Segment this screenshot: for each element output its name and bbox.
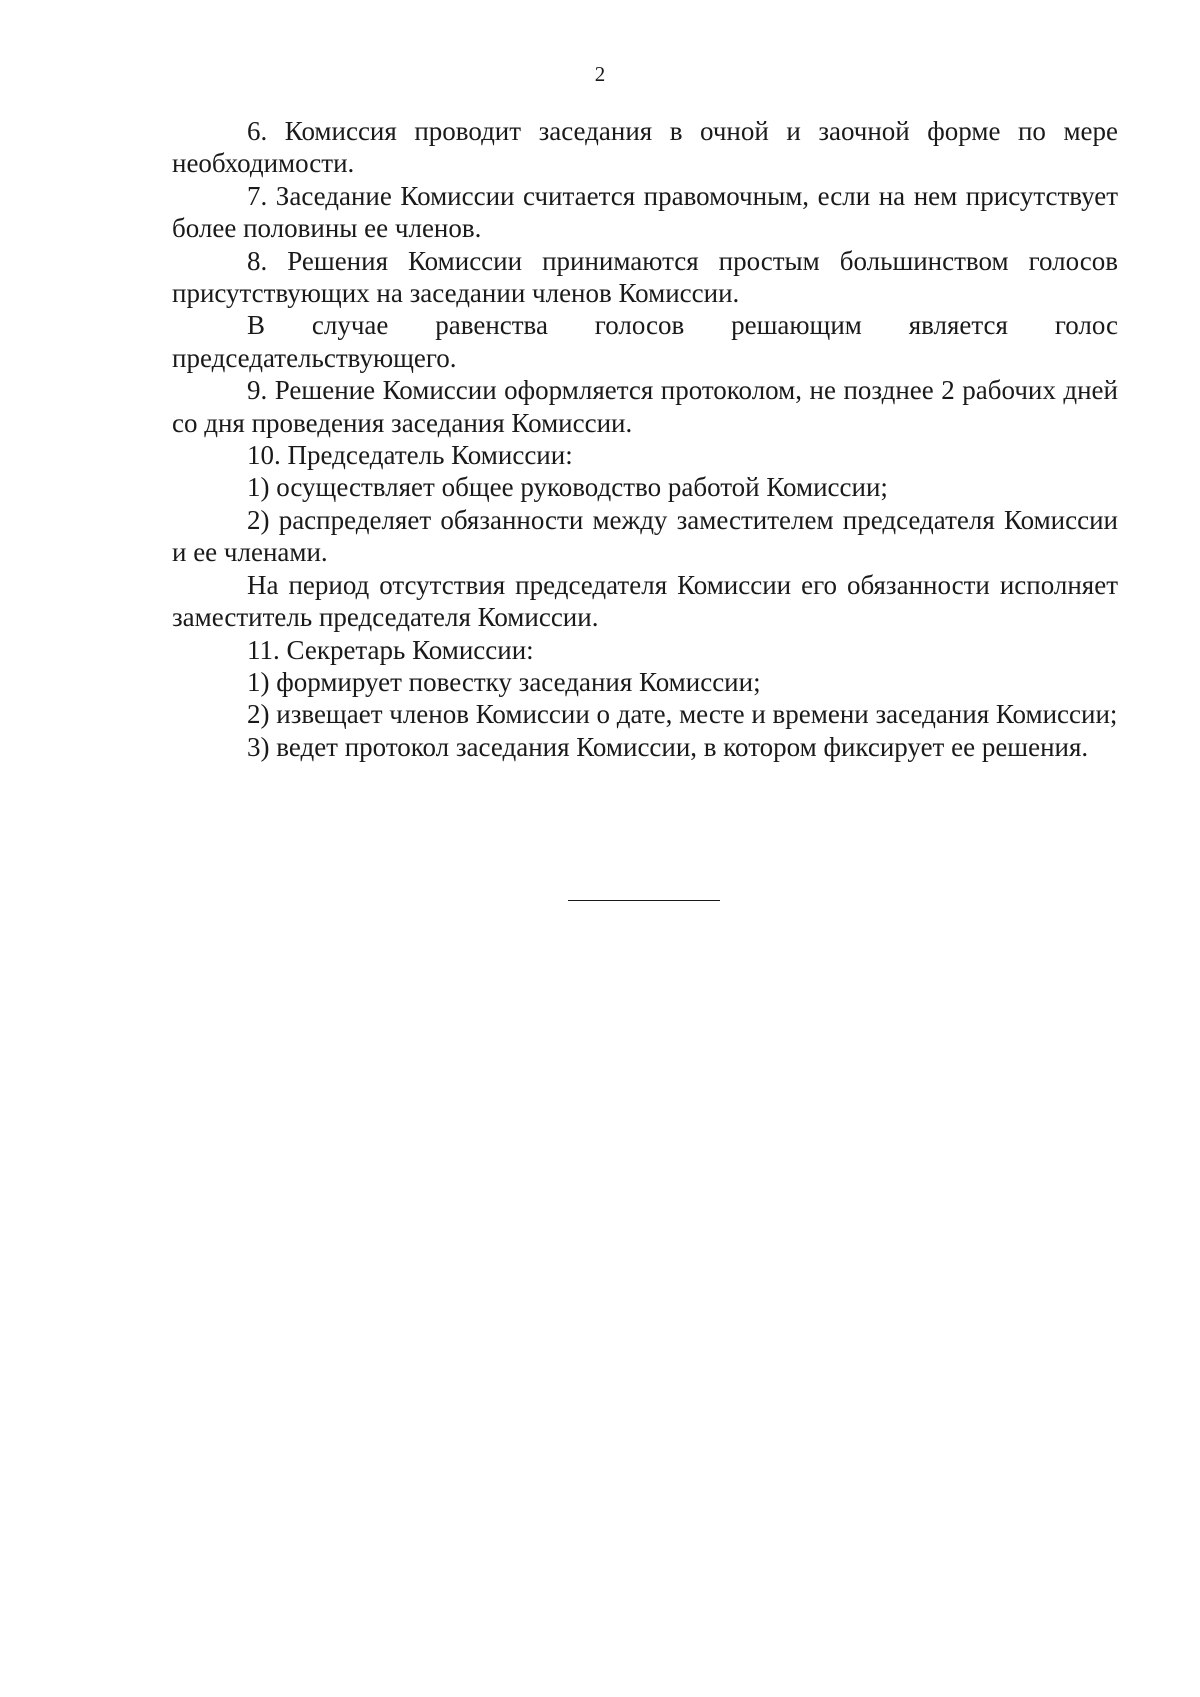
page-number: 2	[594, 62, 606, 86]
paragraph-11-item-1: 1) формирует повестку заседания Комиссии;	[247, 666, 761, 697]
paragraph-9: 9. Решение Комиссии оформляется протоколом, не позднее 2 рабочих дней со дня проведения заседания Комиссии.	[172, 375, 1118, 438]
paragraph-10-item-1: 1) осуществляет общее руководство работой Комиссии;	[247, 472, 888, 503]
paragraph-10-absence: На период отсутствия председателя Комиссии его обязанности исполняет заместитель председателя Комиссии.	[172, 569, 1118, 633]
paragraph-10-item-2: 2) распределяет обязанности между заместителем председателя Комиссии и ее членами.	[172, 504, 1118, 568]
paragraph-8: 8. Решения Комиссии принимаются простым большинством голосов присутствующих на заседании членов Комиссии.	[172, 245, 1118, 309]
paragraph-10: 10. Председатель Комиссии:	[247, 440, 573, 471]
end-of-document-rule	[568, 900, 720, 901]
paragraph-11-item-3: 3) ведет протокол заседания Комиссии, в котором фиксирует ее решения.	[247, 731, 1089, 762]
document-body	[172, 115, 1118, 763]
paragraph-6: 6. Комиссия проводит заседания в очной и заочной форме по мере необходимости.	[172, 116, 1118, 179]
paragraph-8-tie-vote: В случае равенства голосов решающим является голос председательствующего.	[172, 310, 1118, 373]
paragraph-11-item-2: 2) извещает членов Комиссии о дате, месте и времени заседания Комиссии;	[247, 699, 1118, 730]
paragraph-7: 7. Заседание Комиссии считается правомочным, если на нем присутствует более половины ее членов.	[172, 180, 1118, 244]
paragraph-11: 11. Секретарь Комиссии:	[247, 634, 534, 665]
